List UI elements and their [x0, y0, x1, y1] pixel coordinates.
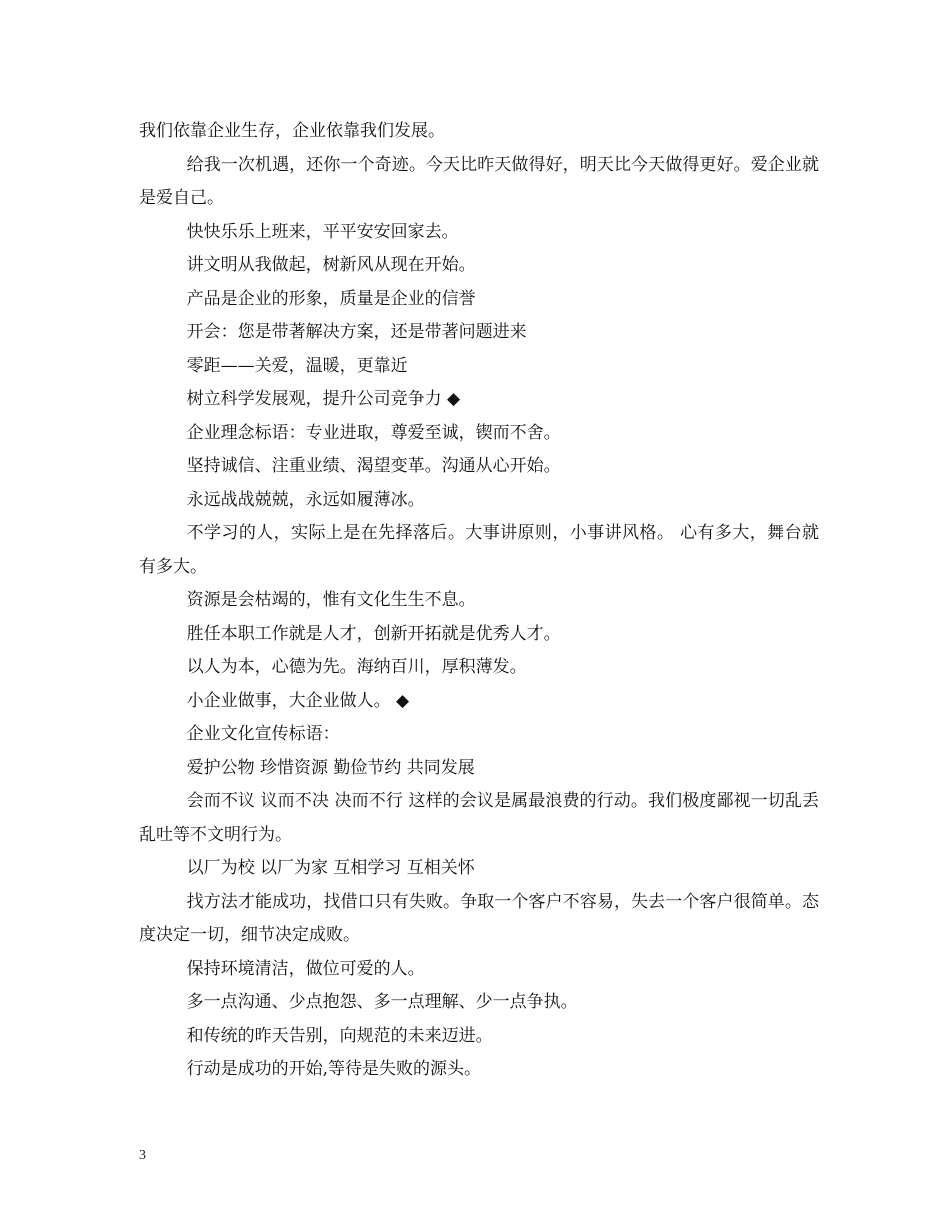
paragraph: 以厂为校 以厂为家 互相学习 互相关怀	[186, 858, 475, 878]
paragraph: 产品是企业的形象，质量是企业的信誉	[186, 288, 476, 309]
paragraph: 小企业做事，大企业做人。 ◆	[186, 690, 410, 711]
paragraph: 和传统的昨天告别，向规范的未来迈进。	[186, 1025, 493, 1046]
paragraph: 资源是会枯竭的，惟有文化生生不息。	[186, 590, 476, 610]
paragraph: 多一点沟通、少点抱怨、多一点理解、少一点争执。	[186, 992, 578, 1012]
page-number: 3	[139, 1148, 146, 1163]
paragraph: 讲文明从我做起，树新风从现在开始。	[186, 255, 476, 275]
paragraph: 企业理念标语：专业进取，尊爱至诚，锲而不舍。	[186, 422, 561, 443]
paragraph: 爱护公物 珍惜资源 勤俭节约 共同发展	[186, 757, 475, 778]
paragraph: 行动是成功的开始,等待是失败的源头。	[186, 1059, 481, 1079]
paragraph: 我们依靠企业生存，企业依靠我们发展。	[139, 121, 445, 141]
paragraph: 会而不议 议而不决 决而不行 这样的会议是属最浪费的行动。我们极度鄙视一切乱丢乱吐等不文明行为。	[139, 791, 819, 845]
paragraph: 树立科学发展观，提升公司竞争力 ◆	[186, 389, 461, 409]
paragraph: 企业文化宣传标语：	[186, 724, 340, 744]
paragraph: 开会：您是带著解决方案，还是带著问题进来	[186, 322, 527, 342]
paragraph: 快快乐乐上班来，平平安安回家去。	[186, 221, 459, 242]
paragraph: 以人为本，心德为先。海纳百川，厚积薄发。	[186, 657, 527, 677]
paragraph: 永远战战兢兢，永远如履薄冰。	[186, 489, 425, 510]
paragraph: 坚持诚信、注重业绩、渴望变革。沟通从心开始。	[186, 456, 561, 476]
paragraph: 给我一次机遇，还你一个奇迹。今天比昨天做得好，明天比今天做得更好。爱企业就是爱自己。	[139, 154, 819, 208]
paragraph: 找方法才能成功，找借口只有失败。争取一个客户不容易，失去一个客户很简单。态度决定一切，细节决定成败。	[139, 891, 819, 945]
body-text	[139, 115, 819, 1087]
paragraph: 胜任本职工作就是人才，创新开拓就是优秀人才。	[186, 623, 561, 644]
paragraph: 保持环境清洁，做位可爱的人。	[186, 958, 425, 979]
paragraph: 不学习的人，实际上是在先择落后。大事讲原则，小事讲风格。 心有多大，舞台就有多大。	[139, 523, 819, 577]
paragraph: 零距——关爱，温暖，更靠近	[186, 355, 408, 376]
